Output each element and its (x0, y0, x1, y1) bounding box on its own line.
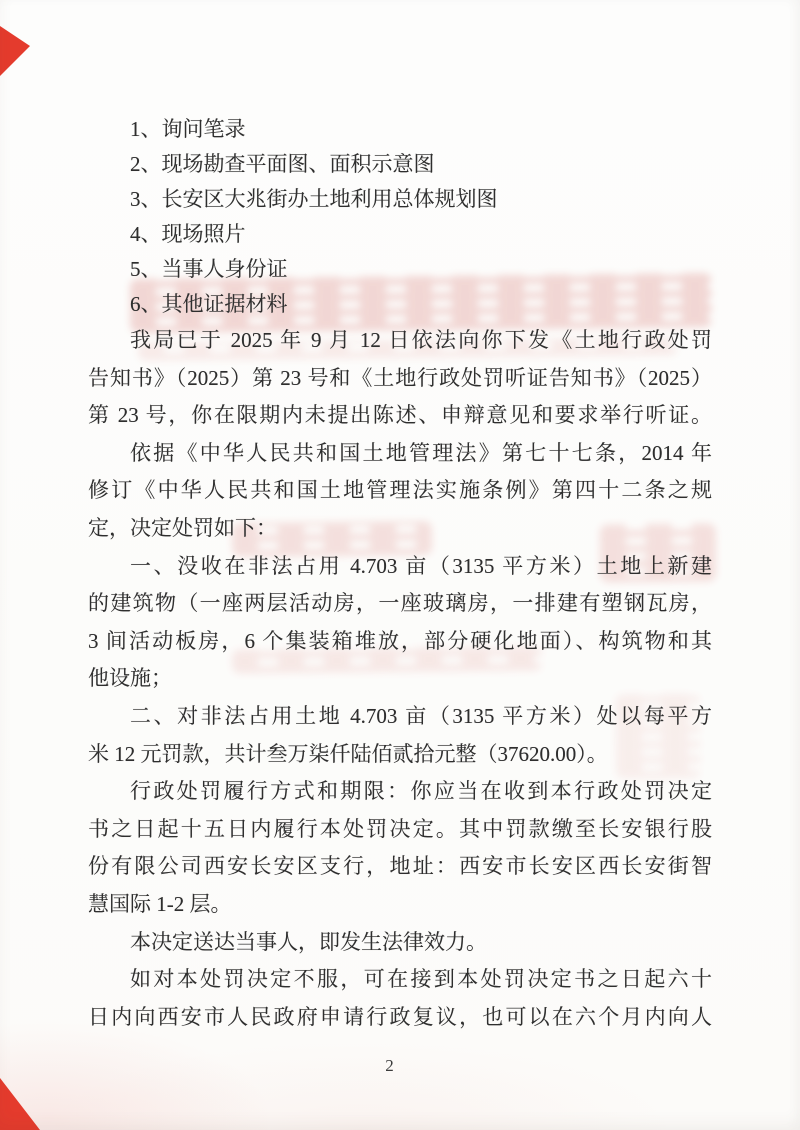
text-line: 份有限公司西安长安区支行，地址：西安市长安区西长安街智 (88, 854, 712, 879)
red-corner-mark-bottom-left (0, 1078, 40, 1130)
text-line: 行政处罚履行方式和期限：你应当在收到本行政处罚决定 (130, 779, 712, 804)
text-line: 定，决定处罚如下： (88, 515, 277, 540)
text-line: 的建筑物（一座两层活动房，一座玻璃房，一排建有塑钢瓦房， (88, 591, 712, 616)
text-line: 日内向西安市人民政府申请行政复议，也可以在六个月内向人 (88, 1004, 712, 1029)
evidence-list-item: 6、其他证据材料 (130, 292, 288, 316)
text-line: 一、没收在非法占用 4.703 亩（3135 平方米）土地上新建 (130, 553, 712, 578)
evidence-list-item: 2、现场勘查平面图、面积示意图 (130, 152, 435, 176)
text-line: 3 间活动板房，6 个集装箱堆放，部分硬化地面）、构筑物和其 (88, 628, 712, 653)
evidence-list-item: 5、当事人身份证 (130, 257, 288, 281)
text-line: 如对本处罚决定不服，可在接到本处罚决定书之日起六十 (130, 967, 712, 992)
text-line: 修订《中华人民共和国土地管理法实施条例》第四十二条之规 (88, 478, 712, 503)
text-line: 本决定送达当事人，即发生法律效力。 (130, 929, 487, 954)
red-corner-mark-top-left (0, 26, 30, 76)
evidence-list-item: 1、询问笔录 (130, 117, 246, 141)
text-line: 我局已于 2025 年 9 月 12 日依法向你下发《土地行政处罚 (130, 328, 712, 352)
text-line: 告知书》（2025）第 23 号和《土地行政处罚听证告知书》（2025） (88, 365, 712, 390)
text-line: 米 12 元罚款，共计叁万柒仟陆佰贰拾元整（37620.00）。 (88, 741, 608, 766)
text-line: 依据《中华人民共和国土地管理法》第七十七条，2014 年 (130, 440, 712, 465)
evidence-list-item: 3、长安区大兆街办土地利用总体规划图 (130, 187, 498, 211)
text-line: 二、对非法占用土地 4.703 亩（3135 平方米）处以每平方 (130, 703, 712, 728)
text-line: 书之日起十五日内履行本处罚决定。其中罚款缴至长安银行股 (88, 816, 712, 841)
page-number: 2 (385, 1056, 395, 1075)
text-line: 他设施； (88, 666, 172, 691)
text-line: 慧国际 1-2 层。 (88, 891, 232, 916)
evidence-list-item: 4、现场照片 (130, 222, 246, 246)
document-text (88, 112, 712, 1036)
text-line: 第 23 号，你在限期内未提出陈述、申辩意见和要求举行听证。 (88, 403, 712, 428)
